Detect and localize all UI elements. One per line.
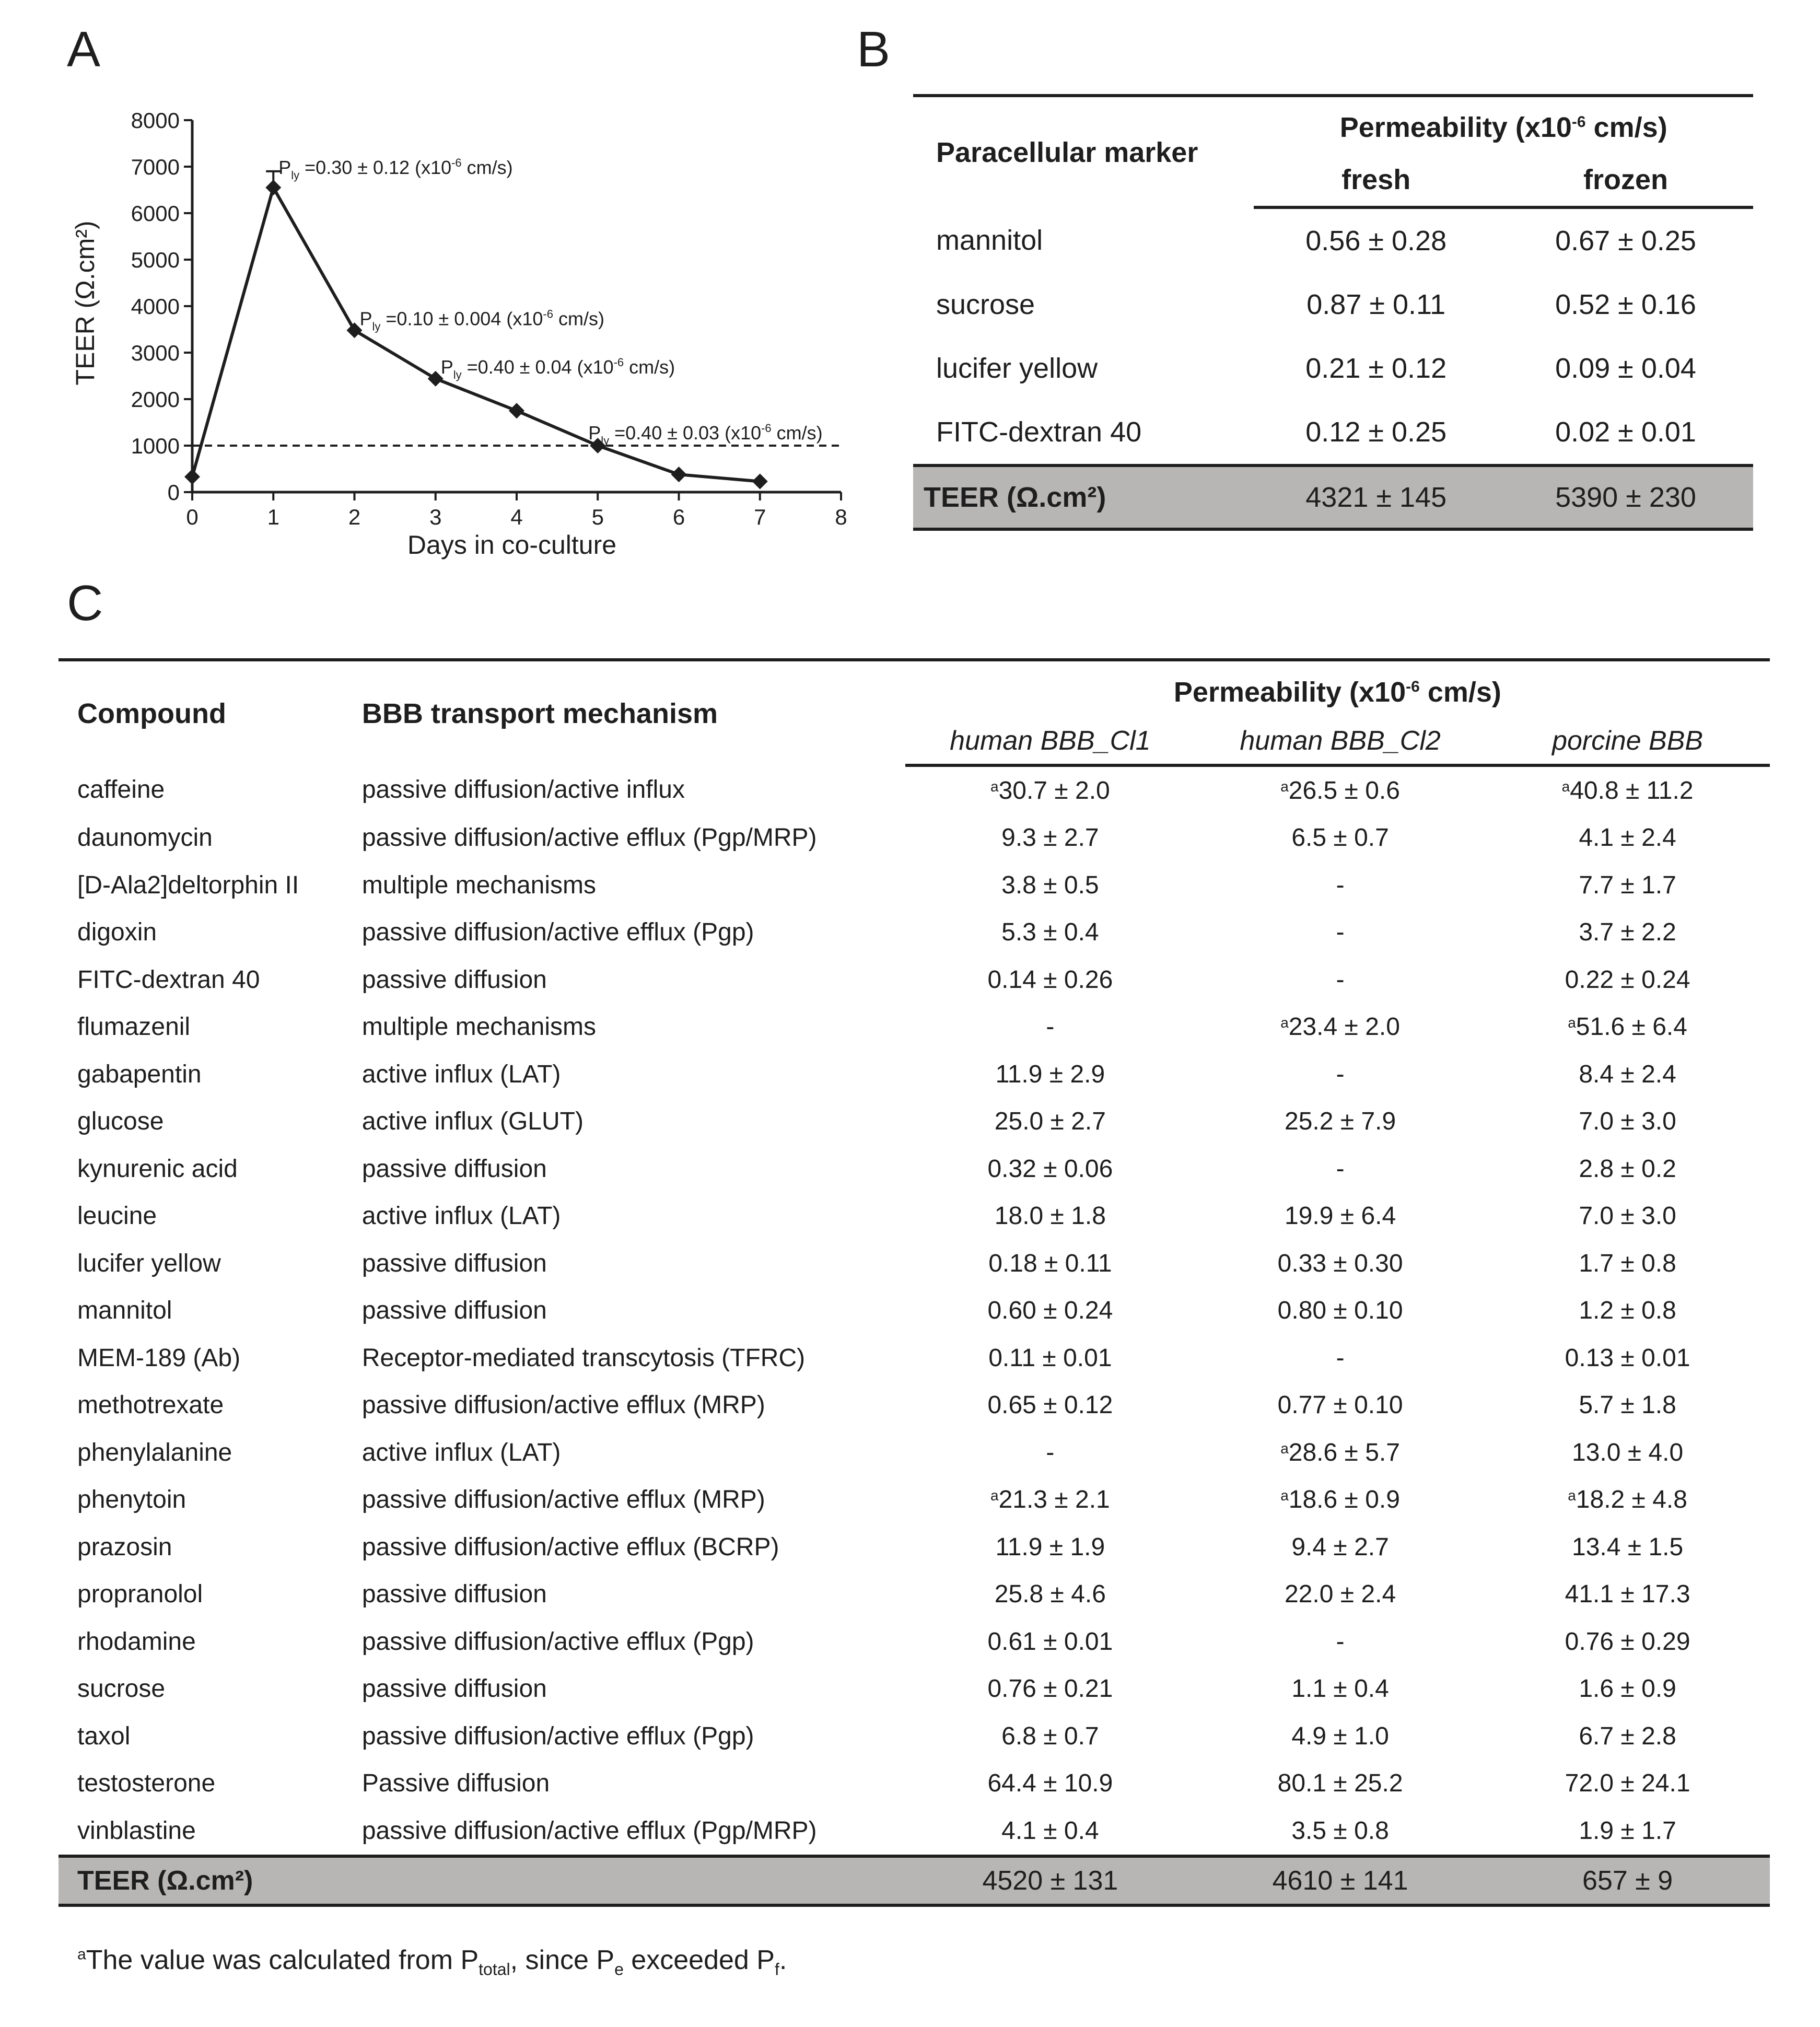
porcine-value: [1485, 1098, 1770, 1146]
human-cl2-value: [1195, 1429, 1485, 1476]
transport-mechanism: multiple mechanisms: [361, 1013, 597, 1041]
transport-mechanism: active influx (GLUT): [361, 1108, 584, 1136]
transport-mechanism: passive diffusion/active efflux (BCRP): [361, 1533, 779, 1561]
transport-mechanism: Passive diffusion: [361, 1769, 550, 1798]
human-cl2-value-text: 3.5 ± 0.8: [1291, 1816, 1389, 1845]
transport-mechanism: passive diffusion/active efflux (MRP): [361, 1391, 765, 1419]
transport-mechanism: passive diffusion/active efflux (MRP): [361, 1486, 765, 1514]
compound-name: taxol: [77, 1722, 131, 1750]
table-c-row: [59, 1051, 1770, 1098]
col-header-permeability: Permeability ($x10^{-6}$ cm/s): [905, 660, 1770, 718]
compound-name: vinblastine: [77, 1816, 196, 1845]
table-c-row: [59, 1240, 1770, 1287]
human-cl2-value-text: 19.9 ± 6.4: [1285, 1202, 1396, 1230]
human-cl1-value-text: 9.3 ± 2.7: [1001, 824, 1099, 852]
human-cl2-value: [1195, 1098, 1485, 1146]
y-tick-label: 3000: [131, 341, 180, 365]
human-cl2-value-text: -: [1336, 1627, 1345, 1656]
porcine-value-text: 5.7 ± 1.8: [1579, 1391, 1676, 1419]
transport-mechanism: multiple mechanisms: [361, 871, 597, 899]
table-c-row: [59, 1193, 1770, 1240]
transport-mechanism: passive diffusion/active efflux (Pgp): [361, 918, 754, 947]
porcine-value-text: 7.7 ± 1.7: [1579, 871, 1676, 899]
y-tick-label: 1000: [131, 434, 180, 458]
human-cl1-value: [905, 1429, 1195, 1476]
teer-row: [59, 1856, 1770, 1905]
human-cl1-value-text: 0.60 ± 0.24: [987, 1297, 1113, 1325]
footnote-marker: a: [1568, 1015, 1576, 1031]
human-cl2-value: [1195, 956, 1485, 1004]
teer-human-cl2: 4610 ± 141: [1195, 1856, 1485, 1905]
table-c-row: [59, 956, 1770, 1004]
human-cl2-value-text: 0.33 ± 0.30: [1277, 1249, 1403, 1277]
transport-mechanism: passive diffusion/active efflux (Pgp/MRP): [361, 1816, 817, 1845]
permeability-annotation: $P_{ly} =0.40 \pm 0.03$ ($x10^{-6}$ cm/s): [588, 422, 823, 447]
x-tick-label: 1: [267, 505, 279, 529]
human-cl1-value: [905, 1665, 1195, 1713]
table-c-row: [59, 1618, 1770, 1665]
paracellular-marker-table: [913, 94, 1753, 531]
table-c-row: [59, 1098, 1770, 1146]
x-tick-label: 0: [186, 505, 199, 529]
porcine-value: [1485, 1145, 1770, 1193]
human-cl2-value: [1195, 1287, 1485, 1335]
chart-annotations: [278, 156, 822, 447]
human-cl2-value-text: 80.1 ± 25.2: [1277, 1769, 1403, 1798]
table-c-row: [59, 1382, 1770, 1429]
compound-name: gabapentin: [77, 1060, 202, 1088]
table-c-row: [59, 765, 1770, 814]
human-cl1-value: [905, 1760, 1195, 1808]
y-tick-label: 0: [167, 480, 180, 505]
human-cl1-value-text: 0.65 ± 0.12: [987, 1391, 1113, 1419]
human-cl2-value: [1195, 1713, 1485, 1760]
compound-name: flumazenil: [77, 1013, 191, 1041]
y-tick-label: 7000: [131, 155, 180, 179]
transport-mechanism: passive diffusion/active efflux (Pgp): [361, 1722, 754, 1750]
table-c-row: [59, 1665, 1770, 1713]
porcine-value-text: 6.7 ± 2.8: [1579, 1722, 1676, 1750]
y-tick-label: 8000: [131, 108, 180, 133]
porcine-value-text: 1.6 ± 0.9: [1579, 1675, 1676, 1703]
y-tick-label: 2000: [131, 387, 180, 412]
x-tick-label: 7: [754, 505, 766, 529]
human-cl2-value: [1195, 1193, 1485, 1240]
compound-name: sucrose: [77, 1675, 166, 1703]
porcine-value-text: 13.4 ± 1.5: [1572, 1533, 1684, 1561]
human-cl1-value: [905, 1382, 1195, 1429]
table-c-row: [59, 814, 1770, 862]
porcine-value: [1485, 1476, 1770, 1524]
footnote-marker: a: [1280, 1015, 1289, 1031]
porcine-value: [1485, 765, 1770, 814]
footnote-marker: a: [1280, 1440, 1289, 1457]
porcine-value: [1485, 1760, 1770, 1808]
x-tick-label: 5: [591, 505, 604, 529]
porcine-value: [1485, 1571, 1770, 1618]
human-cl2-value-text: 18.6 ± 0.9: [1288, 1486, 1400, 1514]
table-c-row: [59, 1523, 1770, 1571]
compound-name: glucose: [77, 1108, 164, 1136]
frozen-value: 0.02 ± 0.01: [1555, 416, 1696, 448]
porcine-value: [1485, 1051, 1770, 1098]
table-c-row: [59, 1571, 1770, 1618]
human-cl1-value: [905, 1145, 1195, 1193]
porcine-value-text: 0.76 ± 0.29: [1565, 1627, 1690, 1656]
human-cl2-value: [1195, 1618, 1485, 1665]
compound-name: prazosin: [77, 1533, 172, 1561]
table-b-row: [913, 207, 1753, 273]
compound-name: methotrexate: [77, 1391, 224, 1419]
x-tick-label: 6: [672, 505, 685, 529]
human-cl1-value-text: 25.8 ± 4.6: [994, 1580, 1106, 1609]
porcine-value-text: 40.8 ± 11.2: [1570, 776, 1694, 805]
y-tick-label: 5000: [131, 248, 180, 272]
x-tick-label: 4: [510, 505, 523, 529]
porcine-value-text: 13.0 ± 4.0: [1572, 1438, 1684, 1466]
teer-porcine: 657 ± 9: [1485, 1856, 1770, 1905]
human-cl1-value-text: 30.7 ± 2.0: [998, 776, 1110, 805]
human-cl1-value-text: 18.0 ± 1.8: [994, 1202, 1106, 1230]
human-cl1-value: [905, 861, 1195, 909]
transport-mechanism: active influx (LAT): [361, 1060, 561, 1088]
teer-label: TEER (Ω.cm²): [59, 1856, 362, 1905]
porcine-value: [1485, 814, 1770, 862]
teer-human-cl1: 4520 ± 131: [905, 1856, 1195, 1905]
human-cl2-value: [1195, 1523, 1485, 1571]
human-cl1-value: [905, 1571, 1195, 1618]
porcine-value-text: 18.2 ± 4.8: [1576, 1486, 1687, 1514]
col-header-compound: Compound: [59, 660, 362, 765]
transport-mechanism: passive diffusion: [361, 1580, 547, 1609]
data-point: [265, 180, 281, 195]
transport-mechanism: active influx (LAT): [361, 1438, 561, 1466]
permeability-annotation: $P_{ly} =0.40 \pm 0.04$ ($x10^{-6}$ cm/s): [440, 355, 675, 381]
col-header-frozen: frozen: [1498, 154, 1753, 207]
compound-name: rhodamine: [77, 1627, 196, 1656]
transport-mechanism: passive diffusion/active efflux (Pgp): [361, 1627, 754, 1656]
col-header-mechanism: BBB transport mechanism: [362, 660, 905, 765]
human-cl2-value: [1195, 1382, 1485, 1429]
human-cl2-value: [1195, 814, 1485, 862]
footnote-marker: a: [1561, 778, 1570, 795]
compound-name: lucifer yellow: [77, 1249, 221, 1277]
col-header-human-cl2: human BBB_Cl2: [1195, 718, 1485, 765]
x-tick-label: 8: [835, 505, 847, 529]
teer-empty: [362, 1856, 905, 1905]
table-c-row: [59, 909, 1770, 957]
porcine-value-text: 2.8 ± 0.2: [1579, 1155, 1676, 1183]
porcine-value: [1485, 1334, 1770, 1382]
human-cl2-value: [1195, 1051, 1485, 1098]
human-cl2-value-text: 1.1 ± 0.4: [1291, 1675, 1389, 1703]
porcine-value: [1485, 956, 1770, 1004]
human-cl2-value-text: -: [1336, 1155, 1345, 1183]
porcine-value: [1485, 1193, 1770, 1240]
table-c-row: [59, 861, 1770, 909]
col-header-fresh: fresh: [1254, 154, 1498, 207]
y-tick-label: 6000: [131, 201, 180, 226]
porcine-value-text: 3.7 ± 2.2: [1579, 918, 1676, 947]
footnote-marker: a: [990, 778, 999, 795]
footnote-marker: a: [1568, 1487, 1576, 1504]
porcine-value-text: 1.9 ± 1.7: [1579, 1816, 1676, 1845]
porcine-value: [1485, 1429, 1770, 1476]
human-cl2-value: [1195, 1334, 1485, 1382]
porcine-value-text: 7.0 ± 3.0: [1579, 1108, 1676, 1136]
porcine-value: [1485, 1665, 1770, 1713]
x-tick-label: 3: [429, 505, 442, 529]
human-cl2-value: [1195, 1665, 1485, 1713]
compound-name: daunomycin: [77, 824, 213, 852]
teer-row: [913, 465, 1753, 529]
human-cl2-value: [1195, 1240, 1485, 1287]
marker-name: lucifer yellow: [936, 353, 1098, 384]
table-b-row: [913, 400, 1753, 465]
table-c-row: [59, 1145, 1770, 1193]
human-cl2-value: [1195, 1760, 1485, 1808]
compound-name: caffeine: [77, 776, 165, 804]
human-cl2-value-text: -: [1336, 965, 1345, 994]
compound-name: phenytoin: [77, 1486, 186, 1514]
transport-mechanism: passive diffusion: [361, 1675, 547, 1703]
human-cl1-value-text: 0.61 ± 0.01: [987, 1627, 1113, 1656]
col-header-human-cl1: human BBB_Cl1: [905, 718, 1195, 765]
permeability-annotation: $P_{ly} =0.30 \pm 0.12$ ($x10^{-6}$ cm/s): [278, 156, 513, 182]
data-point: [509, 403, 524, 418]
data-point: [671, 467, 687, 482]
human-cl1-value: [905, 1618, 1195, 1665]
transport-mechanism: passive diffusion: [361, 965, 547, 994]
human-cl1-value-text: 25.0 ± 2.7: [994, 1108, 1106, 1136]
porcine-value-text: 4.1 ± 2.4: [1579, 824, 1676, 852]
human-cl2-value-text: 0.77 ± 0.10: [1277, 1391, 1403, 1419]
human-cl1-value-text: 11.9 ± 1.9: [995, 1533, 1105, 1561]
compound-name: kynurenic acid: [77, 1155, 238, 1183]
human-cl1-value-text: 3.8 ± 0.5: [1001, 871, 1099, 899]
human-cl1-value-text: 5.3 ± 0.4: [1001, 918, 1099, 947]
frozen-value: 0.52 ± 0.16: [1555, 289, 1696, 320]
porcine-value: [1485, 1382, 1770, 1429]
human-cl1-value-text: 0.14 ± 0.26: [987, 965, 1113, 994]
frozen-value: 0.67 ± 0.25: [1555, 225, 1696, 257]
y-tick-label: 4000: [131, 294, 180, 319]
teer-fresh: 4321 ± 145: [1254, 465, 1498, 529]
porcine-value-text: 0.13 ± 0.01: [1565, 1344, 1690, 1372]
porcine-value: [1485, 1287, 1770, 1335]
col-header-porcine: porcine BBB: [1485, 718, 1770, 765]
footnote: $^a$The value was calculated from $P_{total}$, since $P_e$ exceeded $P_f$.: [77, 1945, 787, 1979]
table-c-row: [59, 1004, 1770, 1051]
teer-label: TEER (Ω.cm²): [913, 465, 1254, 529]
human-cl1-value-text: 11.9 ± 2.9: [995, 1060, 1105, 1088]
human-cl2-value-text: 0.80 ± 0.10: [1277, 1297, 1403, 1325]
table-c-row: [59, 1713, 1770, 1760]
human-cl2-value-text: 4.9 ± 1.0: [1291, 1722, 1389, 1750]
transport-mechanism: passive diffusion/active influx: [361, 776, 685, 804]
human-cl2-value: [1195, 1571, 1485, 1618]
human-cl1-value-text: 0.11 ± 0.01: [988, 1344, 1112, 1372]
footnote-marker: a: [1280, 1487, 1289, 1504]
transport-mechanism: active influx (LAT): [361, 1202, 561, 1230]
human-cl1-value: [905, 1334, 1195, 1382]
human-cl1-value-text: -: [1046, 1013, 1055, 1041]
footnote-marker: a: [990, 1487, 999, 1504]
human-cl1-value-text: 0.18 ± 0.11: [988, 1249, 1112, 1277]
compound-name: phenylalanine: [77, 1438, 232, 1466]
porcine-value: [1485, 861, 1770, 909]
fresh-value: 0.21 ± 0.12: [1305, 353, 1447, 384]
human-cl2-value: [1195, 765, 1485, 814]
human-cl1-value-text: 4.1 ± 0.4: [1001, 1816, 1099, 1845]
panel-label-b: B: [857, 21, 891, 77]
human-cl1-value: [905, 1193, 1195, 1240]
porcine-value: [1485, 1713, 1770, 1760]
porcine-value-text: 72.0 ± 24.1: [1565, 1769, 1690, 1798]
human-cl2-value: [1195, 1004, 1485, 1051]
x-tick-label: 2: [348, 505, 361, 529]
human-cl2-value-text: 26.5 ± 0.6: [1288, 776, 1400, 805]
porcine-value-text: 7.0 ± 3.0: [1579, 1202, 1676, 1230]
human-cl1-value-text: 0.76 ± 0.21: [987, 1675, 1113, 1703]
marker-name: mannitol: [936, 224, 1043, 256]
col-header-permeability: Permeability ($x10^{-6}$ cm/s): [1254, 96, 1753, 154]
porcine-value: [1485, 1004, 1770, 1051]
human-cl1-value: [905, 765, 1195, 814]
table-c-row: [59, 1807, 1770, 1856]
marker-name: sucrose: [936, 289, 1035, 320]
table-c-row: [59, 1760, 1770, 1808]
human-cl2-value: [1195, 1807, 1485, 1856]
human-cl2-value: [1195, 861, 1485, 909]
fresh-value: 0.56 ± 0.28: [1305, 225, 1447, 257]
frozen-value: 0.09 ± 0.04: [1555, 353, 1696, 384]
human-cl1-value: [905, 1713, 1195, 1760]
fresh-value: 0.87 ± 0.11: [1306, 289, 1446, 320]
human-cl1-value: [905, 956, 1195, 1004]
human-cl1-value-text: 6.8 ± 0.7: [1001, 1722, 1099, 1750]
porcine-value-text: 41.1 ± 17.3: [1565, 1580, 1690, 1609]
human-cl2-value: [1195, 1476, 1485, 1524]
compound-name: mannitol: [77, 1297, 172, 1325]
porcine-value: [1485, 1807, 1770, 1856]
human-cl1-value: [905, 1098, 1195, 1146]
compound-name: FITC-dextran 40: [77, 965, 260, 994]
human-cl1-value: [905, 1287, 1195, 1335]
permeability-annotation: $P_{ly} =0.10 \pm 0.004$ ($x10^{-6}$ cm/s): [359, 307, 604, 333]
human-cl2-value-text: 6.5 ± 0.7: [1291, 824, 1389, 852]
marker-name: FITC-dextran 40: [936, 416, 1142, 448]
human-cl1-value: [905, 1240, 1195, 1287]
compound-name: testosterone: [77, 1769, 216, 1798]
porcine-value-text: 51.6 ± 6.4: [1576, 1013, 1687, 1041]
compound-name: [D-Ala2]deltorphin II: [77, 871, 299, 899]
porcine-value-text: 8.4 ± 2.4: [1579, 1060, 1676, 1088]
human-cl2-value-text: 23.4 ± 2.0: [1288, 1013, 1400, 1041]
compound-permeability-table: [59, 658, 1770, 1907]
human-cl2-value-text: -: [1336, 1060, 1345, 1088]
footnote-marker: a: [1280, 778, 1289, 795]
porcine-value: [1485, 1618, 1770, 1665]
data-point: [184, 469, 200, 485]
porcine-value-text: 0.22 ± 0.24: [1565, 965, 1690, 994]
fresh-value: 0.12 ± 0.25: [1305, 416, 1447, 448]
human-cl1-value-text: -: [1046, 1438, 1055, 1466]
table-c-row: [59, 1334, 1770, 1382]
table-b-row: [913, 273, 1753, 336]
col-header-marker: Paracellular marker: [913, 96, 1254, 207]
human-cl1-value-text: 0.32 ± 0.06: [987, 1155, 1113, 1183]
compound-name: propranolol: [77, 1580, 203, 1609]
table-b-row: [913, 336, 1753, 400]
porcine-value-text: 1.7 ± 0.8: [1579, 1249, 1676, 1277]
teer-line-chart: [52, 94, 867, 575]
human-cl1-value: [905, 1807, 1195, 1856]
porcine-value-text: 1.2 ± 0.8: [1579, 1297, 1676, 1325]
panel-label-c: C: [67, 575, 103, 631]
human-cl2-value-text: -: [1336, 1344, 1345, 1372]
compound-name: leucine: [77, 1202, 157, 1230]
data-point: [752, 474, 768, 490]
porcine-value: [1485, 1240, 1770, 1287]
compound-name: digoxin: [77, 918, 157, 947]
human-cl1-value: [905, 909, 1195, 957]
human-cl2-value-text: -: [1336, 918, 1345, 947]
human-cl2-value: [1195, 1145, 1485, 1193]
human-cl2-value: [1195, 909, 1485, 957]
human-cl2-value-text: 28.6 ± 5.7: [1288, 1438, 1400, 1466]
panel-label-a: A: [67, 21, 101, 77]
human-cl2-value-text: 25.2 ± 7.9: [1285, 1108, 1396, 1136]
human-cl1-value-text: 64.4 ± 10.9: [987, 1769, 1113, 1798]
human-cl2-value-text: 22.0 ± 2.4: [1285, 1580, 1396, 1609]
y-axis-label: TEER (Ω.cm²): [71, 220, 100, 386]
transport-mechanism: passive diffusion/active efflux (Pgp/MRP): [361, 824, 817, 852]
teer-frozen: 5390 ± 230: [1498, 465, 1753, 529]
porcine-value: [1485, 1523, 1770, 1571]
compound-name: MEM-189 (Ab): [77, 1344, 241, 1372]
transport-mechanism: passive diffusion: [361, 1297, 547, 1325]
human-cl2-value-text: 9.4 ± 2.7: [1291, 1533, 1389, 1561]
transport-mechanism: Receptor-mediated transcytosis (TFRC): [361, 1344, 806, 1372]
human-cl1-value: [905, 1004, 1195, 1051]
human-cl1-value-text: 21.3 ± 2.1: [998, 1486, 1110, 1514]
transport-mechanism: passive diffusion: [361, 1155, 547, 1183]
human-cl1-value: [905, 1476, 1195, 1524]
table-c-row: [59, 1429, 1770, 1476]
human-cl1-value: [905, 814, 1195, 862]
table-c-row: [59, 1476, 1770, 1524]
x-axis-label: Days in co-culture: [407, 530, 617, 560]
table-c-row: [59, 1287, 1770, 1335]
human-cl2-value-text: -: [1336, 871, 1345, 899]
human-cl1-value: [905, 1051, 1195, 1098]
human-cl1-value: [905, 1523, 1195, 1571]
transport-mechanism: passive diffusion: [361, 1249, 547, 1277]
porcine-value: [1485, 909, 1770, 957]
